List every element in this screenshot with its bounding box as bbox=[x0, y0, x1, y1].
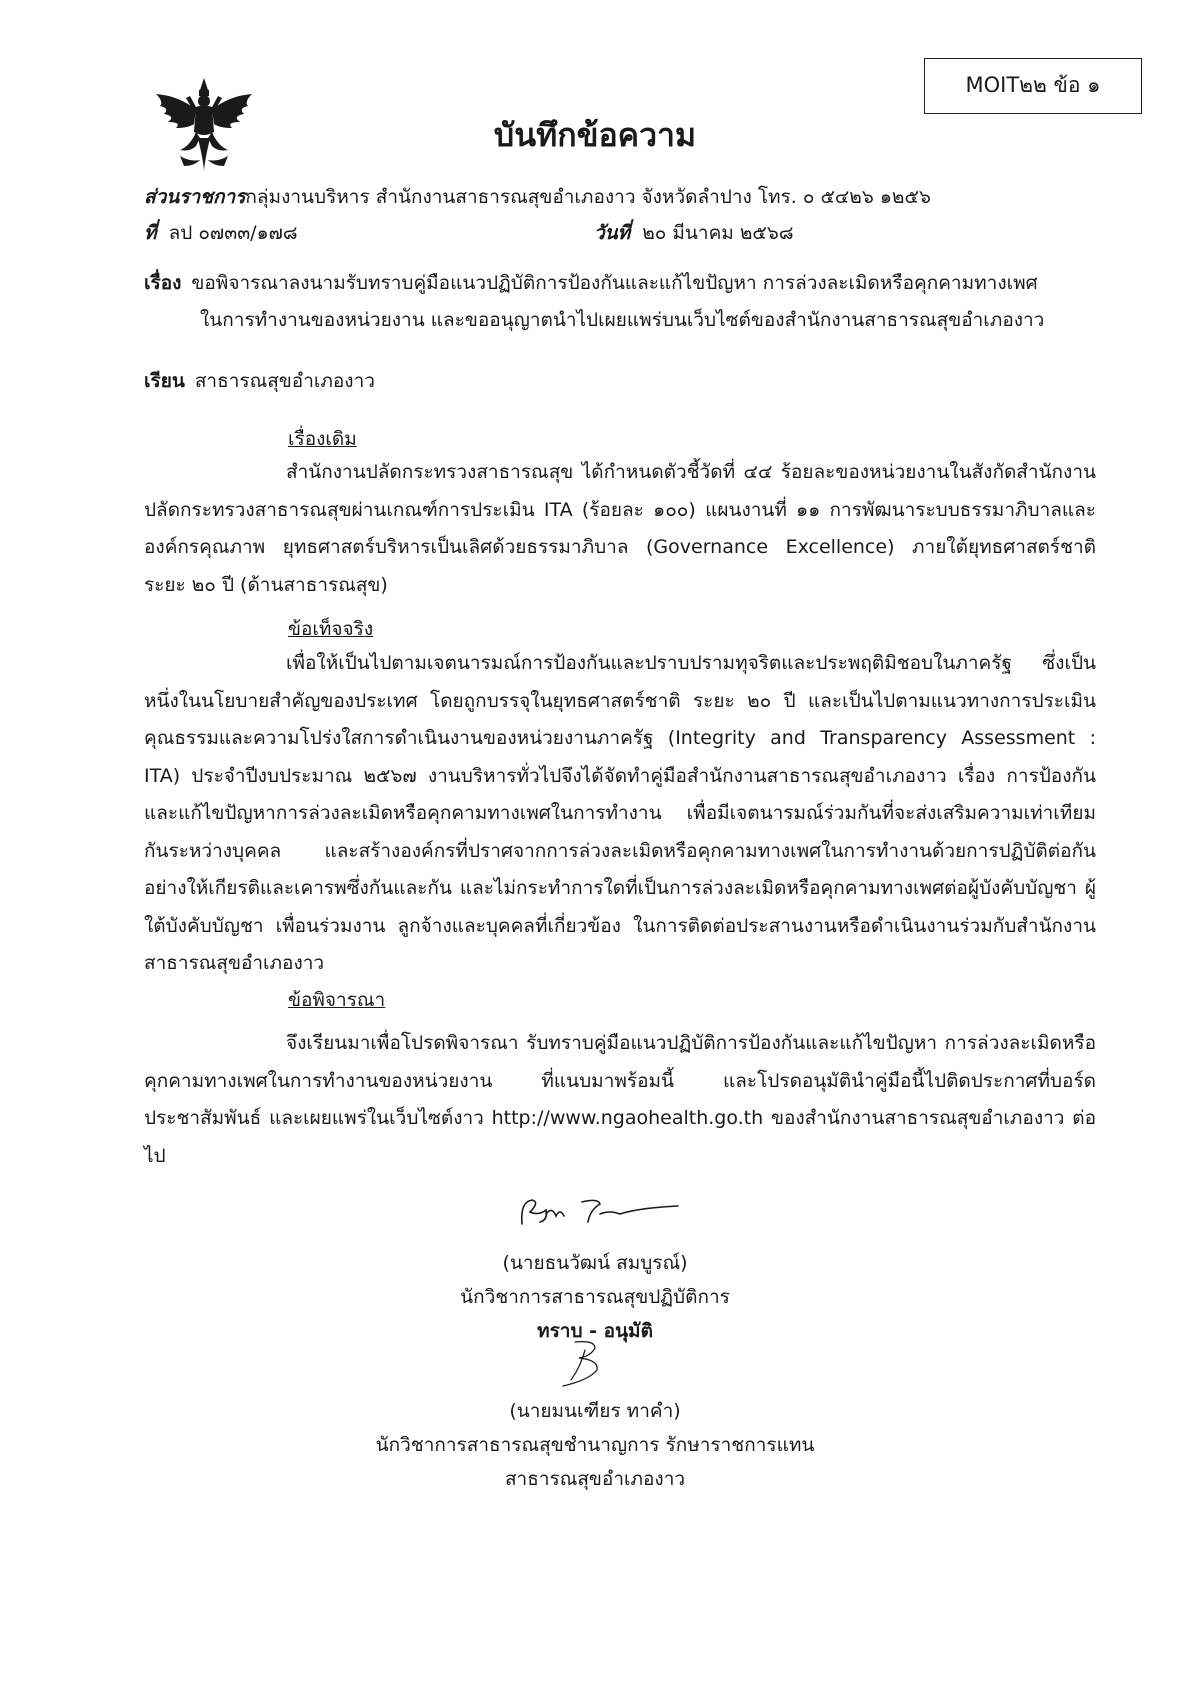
consideration-heading: ข้อพิจารณา bbox=[288, 989, 386, 1011]
consideration-paragraph bbox=[144, 1025, 1096, 1175]
background-heading: เรื่องเดิม bbox=[288, 428, 357, 450]
background-text: สำนักงานปลัดกระทรวงสาธารณสุข ได้กำหนดตัวชี้วัดที่ ๔๔ ร้อยละของหน่วยงานในสังกัดสำนักงานปลัดกระทรวงสาธารณสุขผ่านเกณฑ์การประเมิน ITA (ร้อยละ ๑๐๐) แผนงานที่ ๑๑ การพัฒนาระบบธรรมาภิบาลและองค์กรคุณภาพ ยุทธศาสตร์บริหารเป็นเลิศด้วยธรรมาภิบาล (Governance Excellence) ภายใต้ยุทธศาสตร์ชาติ ระยะ ๒๐ ปี (ด้านสาธารณสุข) bbox=[144, 461, 1096, 596]
salutation-line bbox=[144, 368, 375, 394]
background-paragraph bbox=[144, 454, 1096, 604]
agency-label: ส่วนราชการ bbox=[144, 186, 246, 208]
signer-2-position-2: สาธารณสุขอำเภองาว bbox=[504, 1468, 686, 1490]
page-title: บันทึกข้อความ bbox=[493, 116, 697, 154]
agency-line bbox=[144, 184, 931, 210]
salutation-label: เรียน bbox=[144, 370, 185, 392]
facts-paragraph bbox=[144, 645, 1096, 983]
salutation-value: สาธารณสุขอำเภองาว bbox=[194, 370, 375, 392]
signer-2-position-1: นักวิชาการสาธารณสุขชำนาญการ รักษาราชการแทน bbox=[375, 1434, 815, 1456]
approval-text: ทราบ - อนุมัติ bbox=[537, 1320, 653, 1342]
reference-line bbox=[144, 220, 298, 246]
signer-1-position: นักวิชาการสาธารณสุขปฏิบัติการ bbox=[460, 1286, 730, 1308]
date-value: ๒๐ มีนาคม ๒๕๖๘ bbox=[642, 222, 794, 244]
signature-2-icon bbox=[555, 1336, 625, 1392]
document-code-box: MOIT๒๒ ข้อ ๑ bbox=[924, 58, 1142, 114]
date-label: วันที่ bbox=[594, 222, 631, 244]
facts-text: เพื่อให้เป็นไปตามเจตนารมณ์การป้องกันและปราบปรามทุจริตและประพฤติมิชอบในภาครัฐ ซึ่งเป็นหนึ่งในนโยบายสำคัญของประเทศ โดยถูกบรรจุในยุทธศาสตร์ชาติ ระยะ ๒๐ ปี และเป็นไปตามแนวทางการประเมินคุณธรรมและความโปร่งใสการดำเนินงานของหน่วยงานภาครัฐ (Integrity and Transparency Assessment : ITA) ประจำปีงบประมาณ ๒๕๖๗ งานบริหารทั่วไปจึงได้จัดทำคู่มือสำนักงานสาธารณสุขอำเภองาว เรื่อง การป้องกันและแก้ไขปัญหาการล่วงละเมิดหรือคุกคามทางเพศในการทำงาน เพื่อมีเจตนารมณ์ร่วมกันที่จะส่งเสริมความเท่าเทียมกันระหว่างบุคคล และสร้างองค์กรที่ปราศจากการล่วงละเมิดหรือคุกคามทางเพศในการทำงานด้วยการปฏิบัติต่อกันอย่างให้เกียรติและเคารพซึ่งกันและกัน และไม่กระทำการใดที่เป็นการล่วงละเมิดหรือคุกคามทางเพศต่อผู้บังคับบัญชา ผู้ใต้บังคับบัญชา เพื่อนร่วมงาน ลูกจ้างและบุคคลที่เกี่ยวข้อง ในการติดต่อประสานงานหรือดำเนินงานร่วมกับสำนักงานสาธารณสุขอำเภองาว bbox=[144, 652, 1096, 974]
reference-value: ลป ๐๗๓๓/๑๗๘ bbox=[168, 222, 298, 244]
reference-label: ที่ bbox=[144, 222, 157, 244]
subject-label: เรื่อง bbox=[144, 272, 182, 294]
facts-heading: ข้อเท็จจริง bbox=[288, 618, 374, 640]
signer-2-name: (นายมนเฑียร ทาคำ) bbox=[509, 1400, 681, 1422]
signer-1-name: (นายธนวัฒน์ สมบูรณ์) bbox=[502, 1252, 688, 1274]
subject-line-1 bbox=[144, 270, 1038, 296]
date-line bbox=[594, 220, 793, 246]
subject-text-1: ขอพิจารณาลงนามรับทราบคู่มือแนวปฏิบัติการป้องกันและแก้ไขปัญหา การล่วงละเมิดหรือคุกคามทางเพศ bbox=[191, 272, 1038, 294]
signature-1-icon bbox=[510, 1180, 685, 1240]
consideration-text: จึงเรียนมาเพื่อโปรดพิจารณา รับทราบคู่มือแนวปฏิบัติการป้องกันและแก้ไขปัญหา การล่วงละเมิดหรือคุกคามทางเพศในการทำงานของหน่วยงาน ที่แนบมาพร้อมนี้ และโปรดอนุมัตินำคู่มือนี้ไปติดประกาศที่บอร์ดประชาสัมพันธ์ และเผยแพร่ในเว็บไซต์งาว http://www.ngaohealth.go.th ของสำนักงานสาธารณสุขอำเภองาว ต่อไป bbox=[144, 1032, 1096, 1167]
subject-line-2: ในการทำงานของหน่วยงาน และขออนุญาตนำไปเผยแพร่บนเว็บไซต์ของสำนักงานสาธารณสุขอำเภองาว bbox=[200, 309, 1045, 331]
agency-value: กลุ่มงานบริหาร สำนักงานสาธารณสุขอำเภองาว จังหวัดลำปาง โทร. ๐ ๕๔๒๖ ๑๒๕๖ bbox=[245, 186, 931, 208]
